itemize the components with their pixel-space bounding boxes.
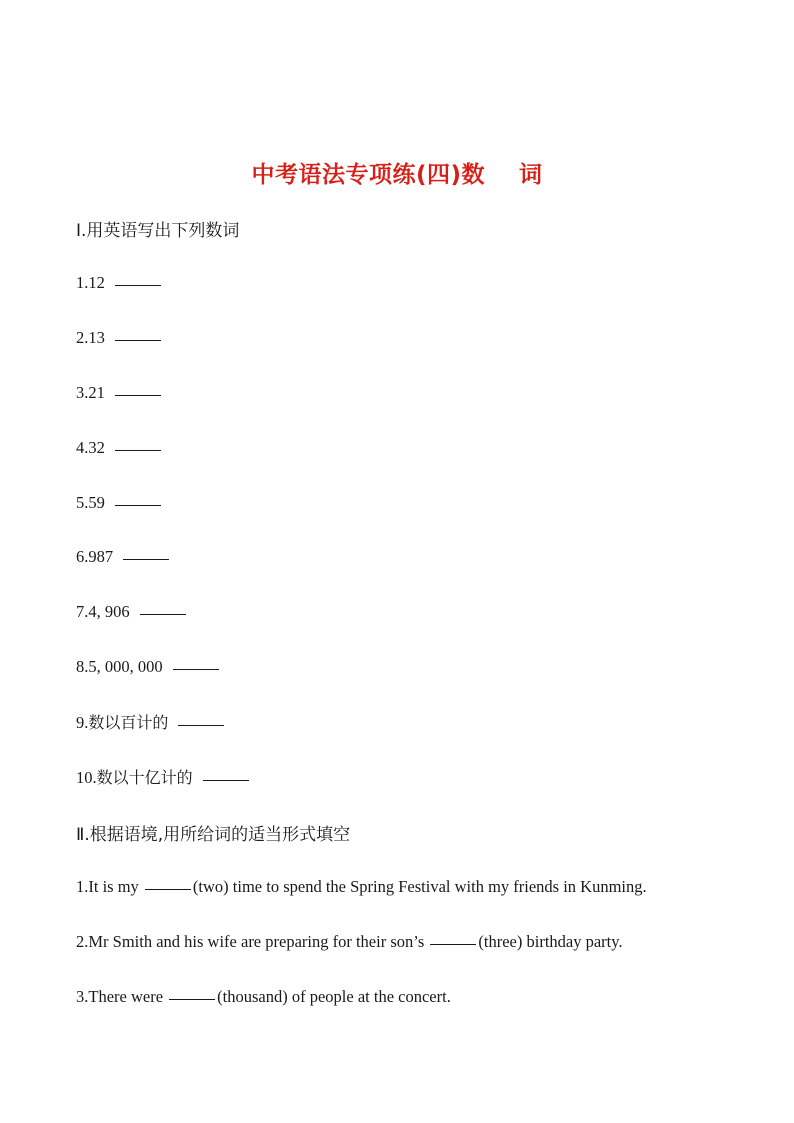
item-number: 9. <box>76 713 89 732</box>
answer-blank[interactable] <box>115 487 161 506</box>
exercise-item <box>76 543 171 567</box>
item-number: 3. <box>76 987 89 1006</box>
sentence-end: of people at the concert. <box>287 987 451 1006</box>
item-prompt: 4, 906 <box>88 602 130 621</box>
item-number: 1. <box>76 273 89 292</box>
item-number: 10. <box>76 768 97 787</box>
word-hint: (two) <box>192 877 229 896</box>
sentence-start: Mr Smith and his wife are preparing for their son’s <box>88 932 429 951</box>
item-number: 5. <box>76 493 89 512</box>
answer-blank[interactable] <box>430 926 476 945</box>
answer-blank[interactable] <box>140 596 186 615</box>
item-number: 8. <box>76 657 89 676</box>
exercise-item <box>76 379 163 403</box>
word-hint: (thousand) <box>217 987 288 1006</box>
answer-blank[interactable] <box>115 432 161 451</box>
exercise-item <box>76 489 163 513</box>
item-number: 2. <box>76 328 89 347</box>
item-prompt: 13 <box>88 328 105 347</box>
item-prompt: 59 <box>88 493 105 512</box>
word-hint: (three) <box>478 932 523 951</box>
section-1-heading: Ⅰ.用英语写出下列数词 <box>76 221 240 241</box>
exercise-item <box>76 709 226 733</box>
sentence-start: There were <box>88 987 168 1006</box>
item-prompt: 12 <box>88 273 105 292</box>
item-number: 4. <box>76 438 89 457</box>
exercise-item <box>76 764 251 788</box>
item-number: 7. <box>76 602 89 621</box>
answer-blank[interactable] <box>115 322 161 341</box>
answer-blank[interactable] <box>178 707 224 726</box>
answer-blank[interactable] <box>145 871 191 890</box>
exercise-item <box>76 653 221 677</box>
exercise-item <box>76 598 188 622</box>
exercise-item <box>76 269 163 293</box>
answer-blank[interactable] <box>123 541 169 560</box>
item-number: 6. <box>76 547 89 566</box>
sentence-end: birthday party. <box>522 932 623 951</box>
item-prompt: 数以百计的 <box>88 713 169 732</box>
answer-blank[interactable] <box>169 981 215 1000</box>
page-title: 中考语法专项练(四)数 词 <box>251 162 543 188</box>
item-prompt: 5, 000, 000 <box>88 657 163 676</box>
item-number: 1. <box>76 877 89 896</box>
item-prompt: 数以十亿计的 <box>96 768 193 787</box>
item-number: 3. <box>76 383 89 402</box>
item-prompt: 987 <box>88 547 114 566</box>
answer-blank[interactable] <box>115 377 161 396</box>
fill-in-sentence <box>76 983 451 1007</box>
answer-blank[interactable] <box>115 267 161 286</box>
fill-in-sentence <box>76 873 647 897</box>
answer-blank[interactable] <box>173 651 219 670</box>
answer-blank[interactable] <box>203 762 249 781</box>
item-prompt: 21 <box>88 383 105 402</box>
exercise-item <box>76 434 163 458</box>
section-2-heading: Ⅱ.根据语境,用所给词的适当形式填空 <box>76 825 351 845</box>
item-number: 2. <box>76 932 89 951</box>
fill-in-sentence <box>76 928 623 952</box>
exercise-item <box>76 324 163 348</box>
sentence-end: time to spend the Spring Festival with my friends in Kunming. <box>228 877 647 896</box>
sentence-start: It is my <box>88 877 143 896</box>
item-prompt: 32 <box>88 438 105 457</box>
